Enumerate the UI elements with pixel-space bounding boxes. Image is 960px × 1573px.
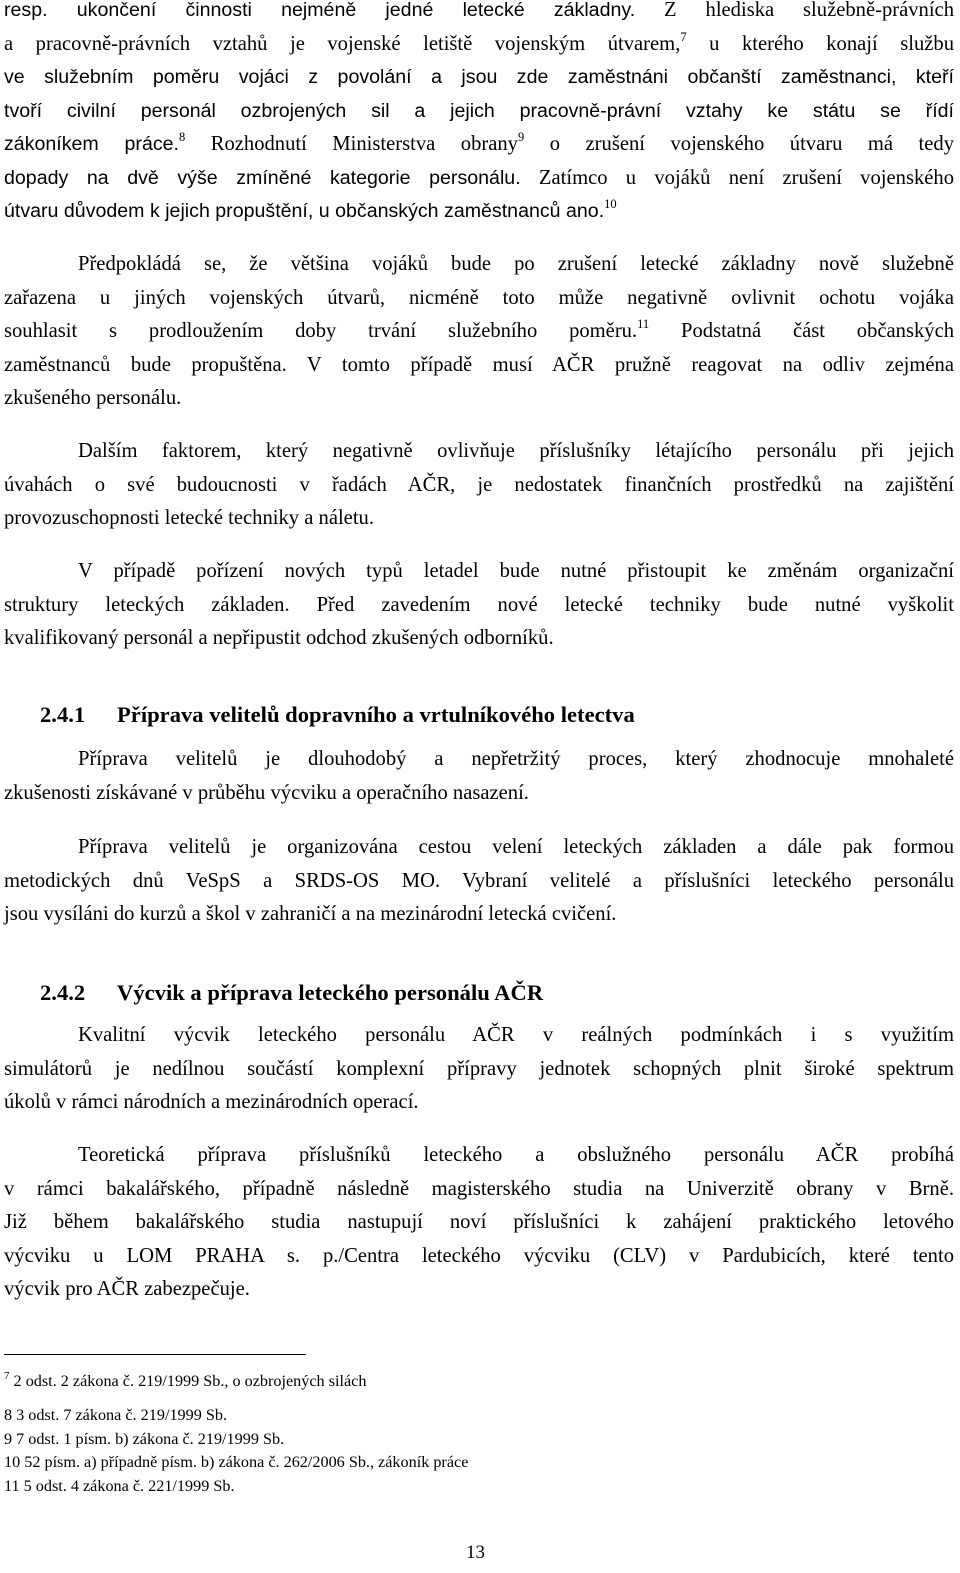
footnote-ref-9[interactable]: 9 <box>517 130 525 144</box>
footnote-9: 9 7 odst. 1 písm. b) zákona č. 219/1999 Sb. <box>4 1430 285 1448</box>
paragraph-8: Teoretická příprava příslušníků leteckého a obslužného personálu AČR probíhá v rámci bakalářského, případně následně magisterského studia na Univerzitě obrany v Brně. Již během bakalářského studia nastupují noví příslušníci k zahájení praktického letového výcviku u LOM PRAHA s. p./Centra leteckého výcviku (CLV) v Pardubicích, které tento výcvik pro AČR zabezpečuje. <box>4 1144 954 1300</box>
footnote-ref-7[interactable]: 7 <box>680 29 687 44</box>
footnote-8: 8 3 odst. 7 zákona č. 219/1999 Sb. <box>4 1406 228 1424</box>
section-heading-2-4-2: 2.4.2 Výcvik a příprava leteckého personálu AČR <box>40 980 544 1005</box>
section-heading-2-4-1: 2.4.1 Příprava velitelů dopravního a vrtulníkového letectva <box>40 702 635 727</box>
footnote-11: 11 5 odst. 4 zákona č. 221/1999 Sb. <box>4 1477 235 1495</box>
paragraph-1: resp. ukončení činnosti nejméně jedné letecké základny. Z hlediska služebně-právních a pracovně-právních vztahů je vojenské letiště vojenským útvarem,$^7$ u kterého konají službu ve služebním poměru vojáci z povolání a jsou zde zaměstnáni občanští zaměstnanci, kteří tvoří civilní personál ozbrojených sil a jejich pracovně-právní vztahy ke státu se řídí zákoníkem práce.$^8$ Rozhodnutí Ministerstva obrany$^9$ o zrušení vojenského útvaru má tedy dopady na dvě výše zmíněné kategorie personálu. Zatímco u vojáků není zrušení vojenského útvaru důvodem k jejich propuštění, u občanských zaměstnanců ano.$^{10}$ <box>4 0 954 222</box>
page-number: 13 <box>466 1542 485 1563</box>
footnote-10: 10 52 písm. a) případně písm. b) zákona č. 262/2006 Sb., zákoník práce <box>4 1453 469 1471</box>
paragraph-5: Příprava velitelů je dlouhodobý a nepřetržitý proces, který zhodnocuje mnohaleté zkušenosti získávané v průběhu výcviku a operačního nasazení. <box>4 748 954 804</box>
footnote-ref-11[interactable]: 11 <box>637 317 650 331</box>
paragraph-7: Kvalitní výcvik leteckého personálu AČR v reálných podmínkách i s využitím simulátorů je nedílnou součástí komplexní přípravy jednotek schopných plnit široké spektrum úkolů v rámci národních a mezinárodních operací. <box>4 1024 954 1113</box>
footnote-ref-8[interactable]: 8 <box>179 130 186 144</box>
paragraph-3: Dalším faktorem, který negativně ovlivňuje příslušníky létajícího personálu při jejich úvahách o své budoucnosti v řadách AČR, je nedostatek finančních prostředků na zajištění provozuschopnosti letecké techniky a náletu. <box>4 440 954 529</box>
footnote-7: $^7$ 2 odst. 2 zákona č. 219/1999 Sb., o ozbrojených silách <box>4 1370 367 1390</box>
paragraph-6: Příprava velitelů je organizována cestou velení leteckých základen a dále pak formou metodických dnů VeSpS a SRDS-OS MO. Vybraní velitelé a příslušníci leteckého personálu jsou vysíláni do kurzů a škol v zahraničí a na mezinárodní letecká cvičení. <box>4 836 954 925</box>
footnote-ref-10[interactable]: 10 <box>604 197 617 211</box>
paragraph-2: Předpokládá se, že většina vojáků bude po zrušení letecké základny nově služebně zařazena u jiných vojenských útvarů, nicméně toto může negativně ovlivnit ochotu vojáka souhlasit s prodloužením doby trvání služebního poměru.$^{11}$ Podstatná část občanských zaměstnanců bude propuštěna. V tomto případě musí AČR pružně reagovat na odliv zejména zkušeného personálu. <box>4 253 955 409</box>
paragraph-4: V případě pořízení nových typů letadel bude nutné přistoupit ke změnám organizační struktury leteckých základen. Před zavedením nové letecké techniky bude nutné vyškolit kvalifikovaný personál a nepřipustit odchod zkušených odborníků. <box>4 560 954 649</box>
footnote-separator <box>4 1354 306 1355</box>
